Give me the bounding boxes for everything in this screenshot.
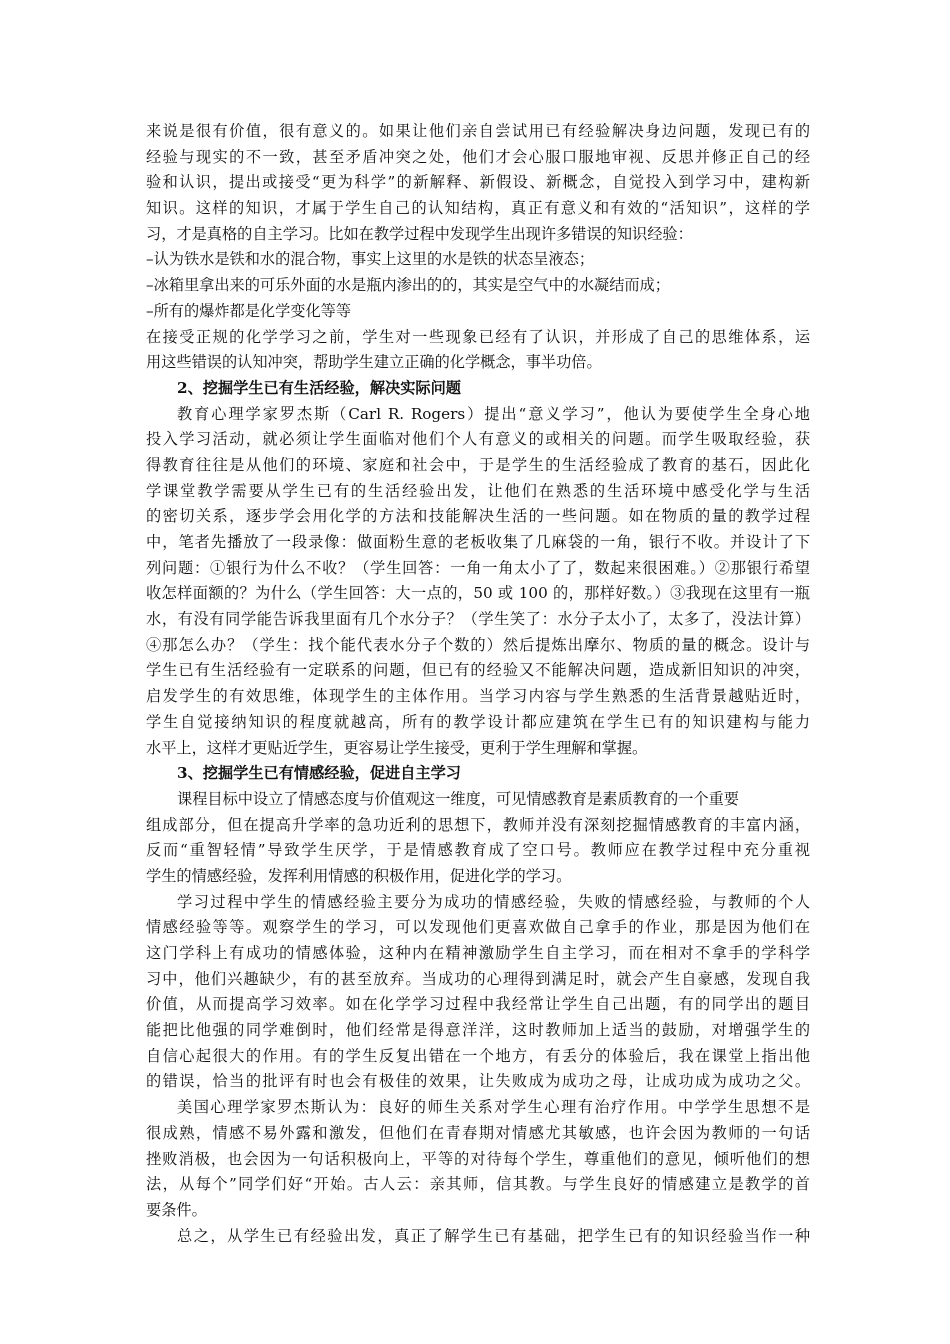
paragraph-line: 组成部分，但在提高升学率的急功近利的思想下，教师并没有深刻挖掘情感教育的丰富内涵， [146,815,810,834]
section-heading: 3、挖掘学生已有情感经验，促进自主学习 [177,764,461,783]
paragraph-line: 习，才是真格的自主学习。比如在教学过程中发现学生出现许多错误的知识经验： [146,224,693,243]
paragraph-line: 投入学习活动，就必须让学生面临对他们个人有意义的或相关的问题。而学生吸取经验，获 [146,430,810,449]
paragraph-line: 学生自觉接纳知识的程度就越高，所有的教学设计都应建筑在学生已有的知识建构与能力 [146,712,810,731]
paragraph-line: 得教育往往是从他们的环境、家庭和社会中，于是学生的生活经验成了教育的基石，因此化 [146,455,810,474]
paragraph-line: 用这些错误的认知冲突，帮助学生建立正确的化学概念，事半功倍。 [146,353,602,372]
paragraph-line: 能把比他强的同学难倒时，他们经常是得意洋洋，这时教师加上适当的鼓励，对增强学生的 [146,1021,810,1040]
paragraph-line: 很成熟，情感不易外露和激发，但他们在青春期对情感尤其敏感，也许会因为教师的一句话 [146,1123,810,1142]
paragraph-line: 挫败消极，也会因为一句话积极向上，平等的对待每个学生，尊重他们的意见，倾听他们的想 [146,1149,810,1168]
paragraph-line: 知识。这样的知识，才属于学生自己的认知结构，真正有意义和有效的“活知识”，这样的学 [146,199,810,218]
paragraph-line: 水平上，这样才更贴近学生，更容易让学生接受，更利于学生理解和掌握。 [146,738,648,757]
document-body [146,119,810,1249]
paragraph-line: 学生的情感经验，发挥利用情感的积极作用，促进化学的学习。 [146,866,572,885]
list-item: –冰箱里拿出来的可乐外面的水是瓶内渗出的的，其实是空气中的水凝结而成； [146,276,670,295]
paragraph-line: 水，有没有同学能告诉我里面有几个水分子？（学生笑了：水分子太小了，太多了，没法计算） [146,610,810,629]
paragraph-line: 收怎样面额的？为什么（学生回答：大一点的，50 或 100 的，那样好数。）③我现在这里有一瓶 [146,584,810,603]
list-item: –认为铁水是铁和水的混合物，事实上这里的水是铁的状态呈液态； [146,250,595,269]
paragraph-line: 的错误，恰当的批评有时也会有极佳的效果，让失败成为成功之母，让成功成为成功之父。 [146,1072,810,1091]
paragraph-line: 反而“重智轻情”导致学生厌学，于是情感教育成了空口号。教师应在教学过程中充分重视 [146,841,810,860]
paragraph-line: 总之，从学生已有经验出发，真正了解学生已有基础，把学生已有的知识经验当作一种 [177,1226,810,1245]
paragraph-line: 要条件。 [146,1200,207,1219]
paragraph-line: ④那怎么办？（学生：找个能代表水分子个数的）然后提炼出摩尔、物质的量的概念。设计与 [146,635,810,654]
section-heading: 2、挖掘学生已有生活经验，解决实际问题 [177,378,461,397]
paragraph-line: 学习过程中学生的情感经验主要分为成功的情感经验，失败的情感经验，与教师的个人 [177,892,810,911]
paragraph-line: 的密切关系，逐步学会用化学的方法和技能解决生活的一些问题。如在物质的量的教学过程 [146,507,810,526]
paragraph-line: 经验与现实的不一致，甚至矛盾冲突之处，他们才会心服口服地审视、反思并修正自己的经 [146,147,810,166]
list-item: –所有的爆炸都是化学变化等等 [146,301,352,320]
paragraph-line: 启发学生的有效思维，体现学生的主体作用。当学习内容与学生熟悉的生活背景越贴近时， [146,687,810,706]
paragraph-line: 学生已有生活经验有一定联系的问题，但已有的经验又不能解决问题，造成新旧知识的冲突， [146,661,810,680]
paragraph-line: 自信心起很大的作用。有的学生反复出错在一个地方，有丢分的体验后，我在课堂上指出他 [146,1046,810,1065]
paragraph-line: 法，从每个”同学们好“开始。古人云：亲其师，信其教。与学生良好的情感建立是教学的首 [146,1175,810,1194]
paragraph-line: 验和认识，提出或接受“更为科学”的新解释、新假设、新概念，自觉投入到学习中，建构新 [146,173,810,192]
paragraph-line: 课程目标中设立了情感态度与价值观这一维度，可见情感教育是素质教育的一个重要 [177,789,739,808]
paragraph-line: 中，笔者先播放了一段录像：做面粉生意的老板收集了几麻袋的一角，银行不收。并设计了下 [146,533,810,551]
paragraph-line: 价值，从而提高学习效率。如在化学学习过程中我经常让学生自己出题，有的同学出的题目 [146,995,810,1014]
paragraph-line: 情感经验等等。观察学生的学习，可以发现他们更喜欢做自己拿手的作业，那是因为他们在 [146,918,810,937]
paragraph-line: 学课堂教学需要从学生已有的生活经验出发，让他们在熟悉的生活环境中感受化学与生活 [146,481,810,500]
paragraph-line: 美国心理学家罗杰斯认为：良好的师生关系对学生心理有治疗作用。中学学生思想不是 [177,1098,810,1117]
paragraph-line: 这门学科上有成功的情感体验，这种内在精神激励学生自主学习，而在相对不拿手的学科学 [146,944,810,962]
paragraph-line: 来说是很有价值，很有意义的。如果让他们亲自尝试用已有经验解决身边问题，发现已有的 [146,122,810,140]
paragraph-line: 列问题：①银行为什么不收？（学生回答：一角一角太小了了，数起来很困难。）②那银行希望 [146,558,810,577]
paragraph-line: 习中，他们兴趣缺少，有的甚至放弃。当成功的心理得到满足时，就会产生自豪感，发现自我 [146,969,810,988]
paragraph-line: 教育心理学家罗杰斯（Carl R. Rogers）提出“意义学习”，他认为要使学生全身心地 [177,404,810,423]
paragraph-line: 在接受正规的化学学习之前，学生对一些现象已经有了认识，并形成了自己的思维体系，运 [146,327,810,346]
